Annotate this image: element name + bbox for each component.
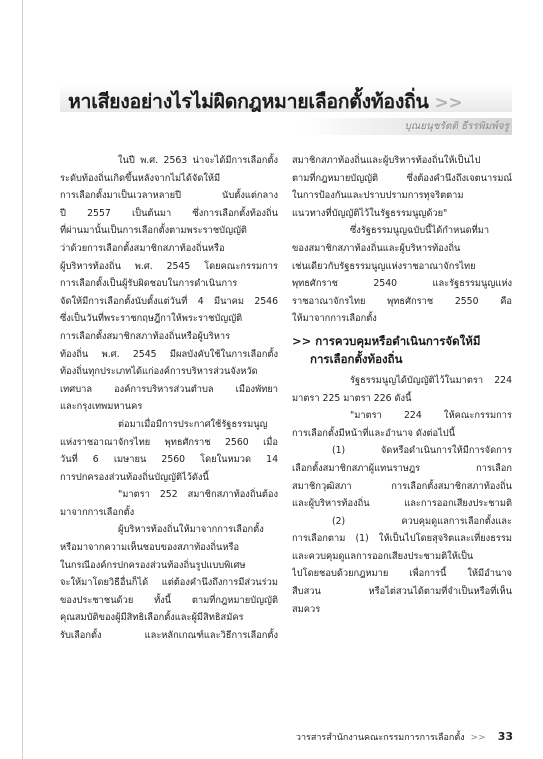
text-line: ว่าด้วยการเลือกตั้งสมาชิกสภาท้องถิ่นหรือ — [60, 242, 225, 254]
text-line: การเลือกตั้งมีหน้าที่และอำนาจ ดังต่อไปนี้ — [292, 427, 456, 439]
text-line: ในกรณีองค์กรปกครองส่วนท้องถิ่นรูปแบบพิเศษ — [60, 559, 246, 571]
text-line: ระดับท้องถิ่นเกิดขึ้นหลังจากไม่ได้จัดให้มี — [60, 172, 221, 184]
text-line: รับเลือกตั้ง และหลักเกณฑ์และวิธีการเลือกตั้ง — [60, 630, 278, 642]
text-line: หรือมาจากความเห็นชอบของสภาท้องถิ่นหรือ — [60, 542, 240, 554]
text-line: สืบสวน หรือไต่สวนได้ตามที่จำเป็นหรือที่เห็น — [292, 586, 512, 598]
text-line: เทศบาล องค์การบริหารส่วนตำบล เมืองพัทยา — [60, 383, 278, 395]
text-line: การปกครองส่วนท้องถิ่นบัญญัติไว้ดังนี้ — [60, 471, 209, 483]
section-heading-line-1: >> การควบคุมหรือดำเนินการจัดให้มี — [292, 333, 481, 348]
text-line: พุทธศักราช 2540 และรัฐธรรมนูญแห่ง — [292, 278, 512, 290]
text-line: ท้องถิ่นทุกประเภทได้แก่องค์การบริหารส่วนจังหวัด — [60, 366, 258, 378]
text-line: และกรุงเทพมหานคร — [60, 401, 143, 413]
text-line: (1) จัดหรือดำเนินการให้มีการจัดการ — [332, 445, 512, 457]
text-line: จัดให้มีการเลือกตั้งนับตั้งแต่วันที่ 4 มีนาคม 2546 — [60, 295, 278, 307]
text-line: ในการป้องกันและปราบปรามการทุจริตตาม — [292, 190, 464, 202]
text-line: (2) ควบคุมดูแลการเลือกตั้งและ — [332, 515, 512, 527]
text-line: ซึ่งรัฐธรรมนูญฉบับนี้ได้กำหนดที่มา — [350, 225, 490, 237]
text-line: สมาชิกสภาท้องถิ่นและผู้บริหารท้องถิ่นให้เป็นไป — [292, 155, 481, 166]
text-line: ท้องถิ่น พ.ศ. 2545 มีผลบังคับใช้ในการเลือกตั้ง — [60, 348, 278, 360]
text-line: "มาตรา 252 สมาชิกสภาท้องถิ่นต้อง — [118, 489, 278, 501]
text-line: และควบคุมดูแลการออกเสียงประชามติให้เป็น — [292, 550, 474, 562]
text-line: เช่นเดียวกับรัฐธรรมนูญแห่งราชอาณาจักรไทย — [292, 260, 476, 272]
article-author: บุณยนุชรัตติ ธีรรพิมพ์จรู — [404, 121, 509, 132]
text-line: รัฐธรรมนูญได้บัญญัติไว้ในมาตรา 224 — [350, 374, 512, 386]
text-line: มาตรา 225 มาตรา 226 ดังนี้ — [292, 392, 412, 404]
text-line: ให้มาจากการเลือกตั้ง — [292, 313, 377, 325]
text-line: แนวทางที่บัญญัติไว้ในรัฐธรรมนูญด้วย" — [292, 207, 448, 219]
page-margin-rule — [22, 0, 23, 759]
right-column-intro — [292, 152, 512, 328]
text-line: ตามที่กฎหมายบัญญัติ ซึ่งต้องคำนึงถึงเจตนารมณ์ — [292, 172, 512, 184]
article-title — [68, 86, 462, 117]
footer-chevron-icon: >> — [470, 733, 486, 743]
text-line: การเลือกตั้งเป็นผู้รับผิดชอบในการดำเนินการ — [60, 278, 238, 290]
page-number: 33 — [497, 730, 513, 743]
text-line: แห่งราชอาณาจักรไทย พุทธศักราช 2560 เมื่อ — [60, 436, 278, 448]
section-heading-line-2: การเลือกตั้งท้องถิ่น — [310, 351, 403, 366]
text-line: ผู้บริหารท้องถิ่นให้มาจากการเลือกตั้ง — [118, 524, 264, 536]
text-line: เลือกตั้งสมาชิกสภาผู้แทนราษฎร การเลือก — [292, 462, 512, 474]
article-title-text: หาเสียงอย่างไรไม่ผิดกฎหมายเลือกตั้งท้องถิ่น — [68, 90, 429, 113]
text-line: สมควร — [292, 603, 321, 615]
right-column-body — [292, 372, 512, 618]
right-column — [292, 152, 512, 618]
text-line: ในปี พ.ศ. 2563 น่าจะได้มีการเลือกตั้ง — [118, 155, 278, 166]
text-line: สมาชิกวุฒิสภา การเลือกตั้งสมาชิกสภาท้องถิ่น — [292, 480, 512, 492]
text-line: ผู้บริหารท้องถิ่น พ.ศ. 2545 โดยคณะกรรมการ — [60, 260, 278, 272]
text-line: ที่ผ่านมานั้นเป็นการเลือกตั้งตามพระราชบัญญัติ — [60, 225, 247, 237]
text-line: "มาตรา 224 ให้คณะกรรมการ — [350, 410, 512, 422]
text-line: ไปโดยชอบด้วยกฎหมาย เพื่อการนี้ ให้มีอำนาจ — [292, 568, 512, 580]
text-line: และผู้บริหารท้องถิ่น และการออกเสียงประชามติ — [292, 498, 512, 510]
text-line: ของประชาชนด้วย ทั้งนี้ ตามที่กฎหมายบัญญัติ — [60, 594, 278, 606]
text-line: วันที่ 6 เมษายน 2560 โดยในหมวด 14 — [60, 454, 278, 466]
section-heading — [292, 332, 512, 368]
page-footer — [296, 730, 513, 744]
text-line: จะให้มาโดยวิธีอื่นก็ได้ แต่ต้องคำนึงถึงการมีส่วนร่วม — [60, 577, 278, 589]
text-line: คุณสมบัติของผู้มีสิทธิเลือกตั้งและผู้มีสิทธิสมัคร — [60, 612, 244, 624]
text-line: ปี 2557 เป็นต้นมา ซึ่งการเลือกตั้งท้องถิ่น — [60, 207, 278, 219]
title-chevron-icon: >> — [434, 93, 463, 113]
left-column — [60, 152, 278, 645]
text-line: ของสมาชิกสภาท้องถิ่นและผู้บริหารท้องถิ่น — [292, 242, 461, 254]
text-line: การเลือกตั้งสมาชิกสภาท้องถิ่นหรือผู้บริหาร — [60, 330, 231, 342]
text-line: ราชอาณาจักรไทย พุทธศักราช 2550 คือ — [292, 295, 512, 307]
text-line: ซึ่งเป็นวันที่พระราชกฤษฎีกาให้พระราชบัญญัติ — [60, 313, 243, 325]
journal-name: วารสารสำนักงานคณะกรรมการการเลือกตั้ง — [295, 733, 465, 743]
text-line: ต่อมาเมื่อมีการประกาศใช้รัฐธรรมนูญ — [118, 418, 268, 430]
text-line: การเลือกตั้งมาเป็นเวลาหลายปี นับตั้งแต่กลาง — [60, 190, 278, 202]
text-line: การเลือกตาม (1) ให้เป็นไปโดยสุจริตและเที่ยงธรรม — [292, 533, 512, 545]
text-line: มาจากการเลือกตั้ง — [60, 506, 135, 518]
